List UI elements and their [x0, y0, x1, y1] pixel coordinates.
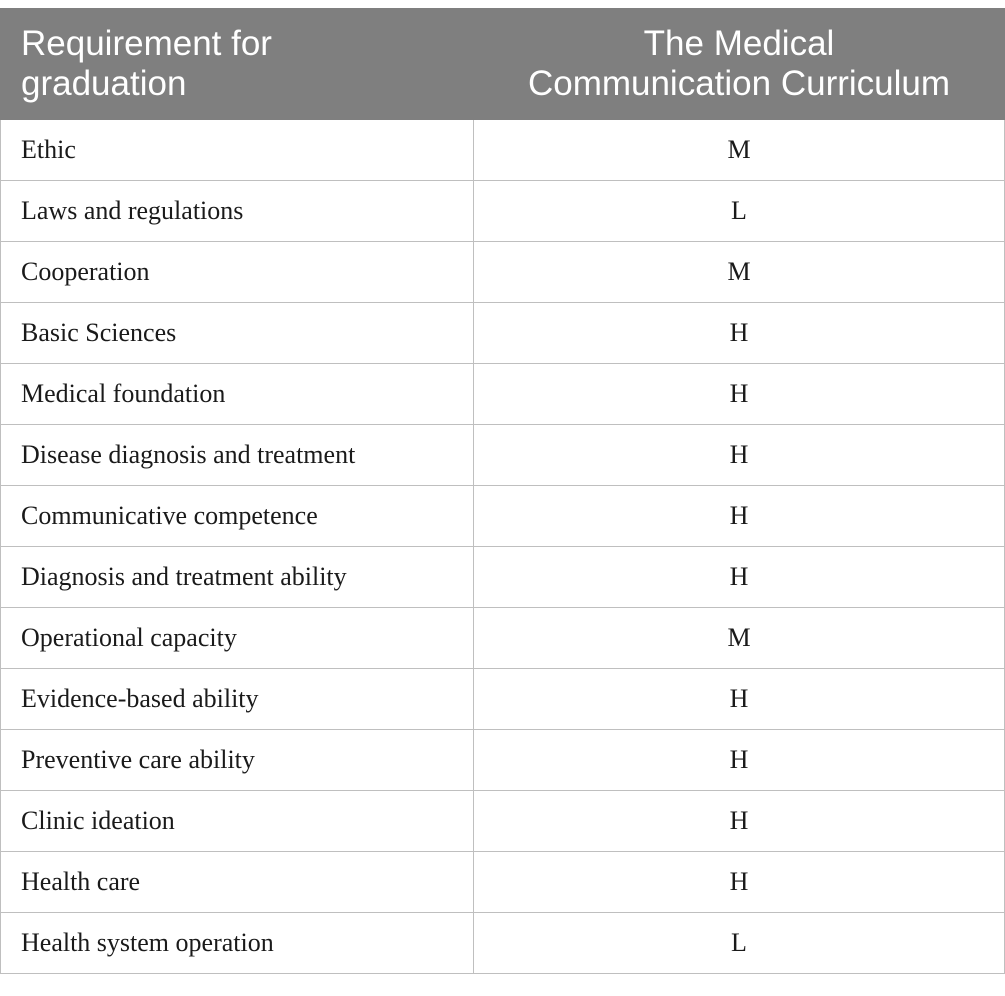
- level-cell: M: [474, 242, 1005, 303]
- table-row: [1, 120, 1005, 181]
- requirement-cell: Clinic ideation: [1, 791, 474, 852]
- table-row: [1, 181, 1005, 242]
- table-row: [1, 669, 1005, 730]
- level-cell: H: [474, 669, 1005, 730]
- requirement-cell: Health system operation: [1, 913, 474, 974]
- requirement-cell: Health care: [1, 852, 474, 913]
- table-row: [1, 364, 1005, 425]
- table-body: [1, 120, 1005, 974]
- graduation-requirements-table: [0, 8, 1005, 974]
- header-requirement: [1, 9, 474, 120]
- header-curriculum-line-2: Communication Curriculum: [527, 64, 951, 103]
- table-row: [1, 242, 1005, 303]
- requirement-cell: Basic Sciences: [1, 303, 474, 364]
- header-curriculum-line-1: The Medical: [643, 24, 835, 63]
- requirement-cell: Preventive care ability: [1, 730, 474, 791]
- table-row: [1, 486, 1005, 547]
- level-cell: H: [474, 730, 1005, 791]
- table-row: [1, 303, 1005, 364]
- header-curriculum: [474, 9, 1005, 120]
- requirement-cell: Evidence-based ability: [1, 669, 474, 730]
- header-row: [1, 9, 1005, 120]
- table-header: [1, 9, 1005, 120]
- requirement-cell: Diagnosis and treatment ability: [1, 547, 474, 608]
- requirement-cell: Cooperation: [1, 242, 474, 303]
- requirement-cell: Communicative competence: [1, 486, 474, 547]
- level-cell: M: [474, 120, 1005, 181]
- level-cell: H: [474, 791, 1005, 852]
- header-requirement-line-2: graduation: [21, 64, 187, 103]
- level-cell: L: [474, 913, 1005, 974]
- table-row: [1, 730, 1005, 791]
- requirement-cell: Laws and regulations: [1, 181, 474, 242]
- level-cell: H: [474, 547, 1005, 608]
- table-row: [1, 852, 1005, 913]
- level-cell: H: [474, 425, 1005, 486]
- requirement-cell: Ethic: [1, 120, 474, 181]
- level-cell: H: [474, 364, 1005, 425]
- level-cell: H: [474, 852, 1005, 913]
- table-row: [1, 913, 1005, 974]
- level-cell: H: [474, 486, 1005, 547]
- level-cell: M: [474, 608, 1005, 669]
- requirement-cell: Operational capacity: [1, 608, 474, 669]
- header-requirement-line-1: Requirement for: [21, 24, 272, 63]
- table-row: [1, 547, 1005, 608]
- table-container: [0, 8, 1004, 974]
- requirement-cell: Disease diagnosis and treatment: [1, 425, 474, 486]
- level-cell: H: [474, 303, 1005, 364]
- table-row: [1, 791, 1005, 852]
- level-cell: L: [474, 181, 1005, 242]
- requirement-cell: Medical foundation: [1, 364, 474, 425]
- table-row: [1, 608, 1005, 669]
- table-row: [1, 425, 1005, 486]
